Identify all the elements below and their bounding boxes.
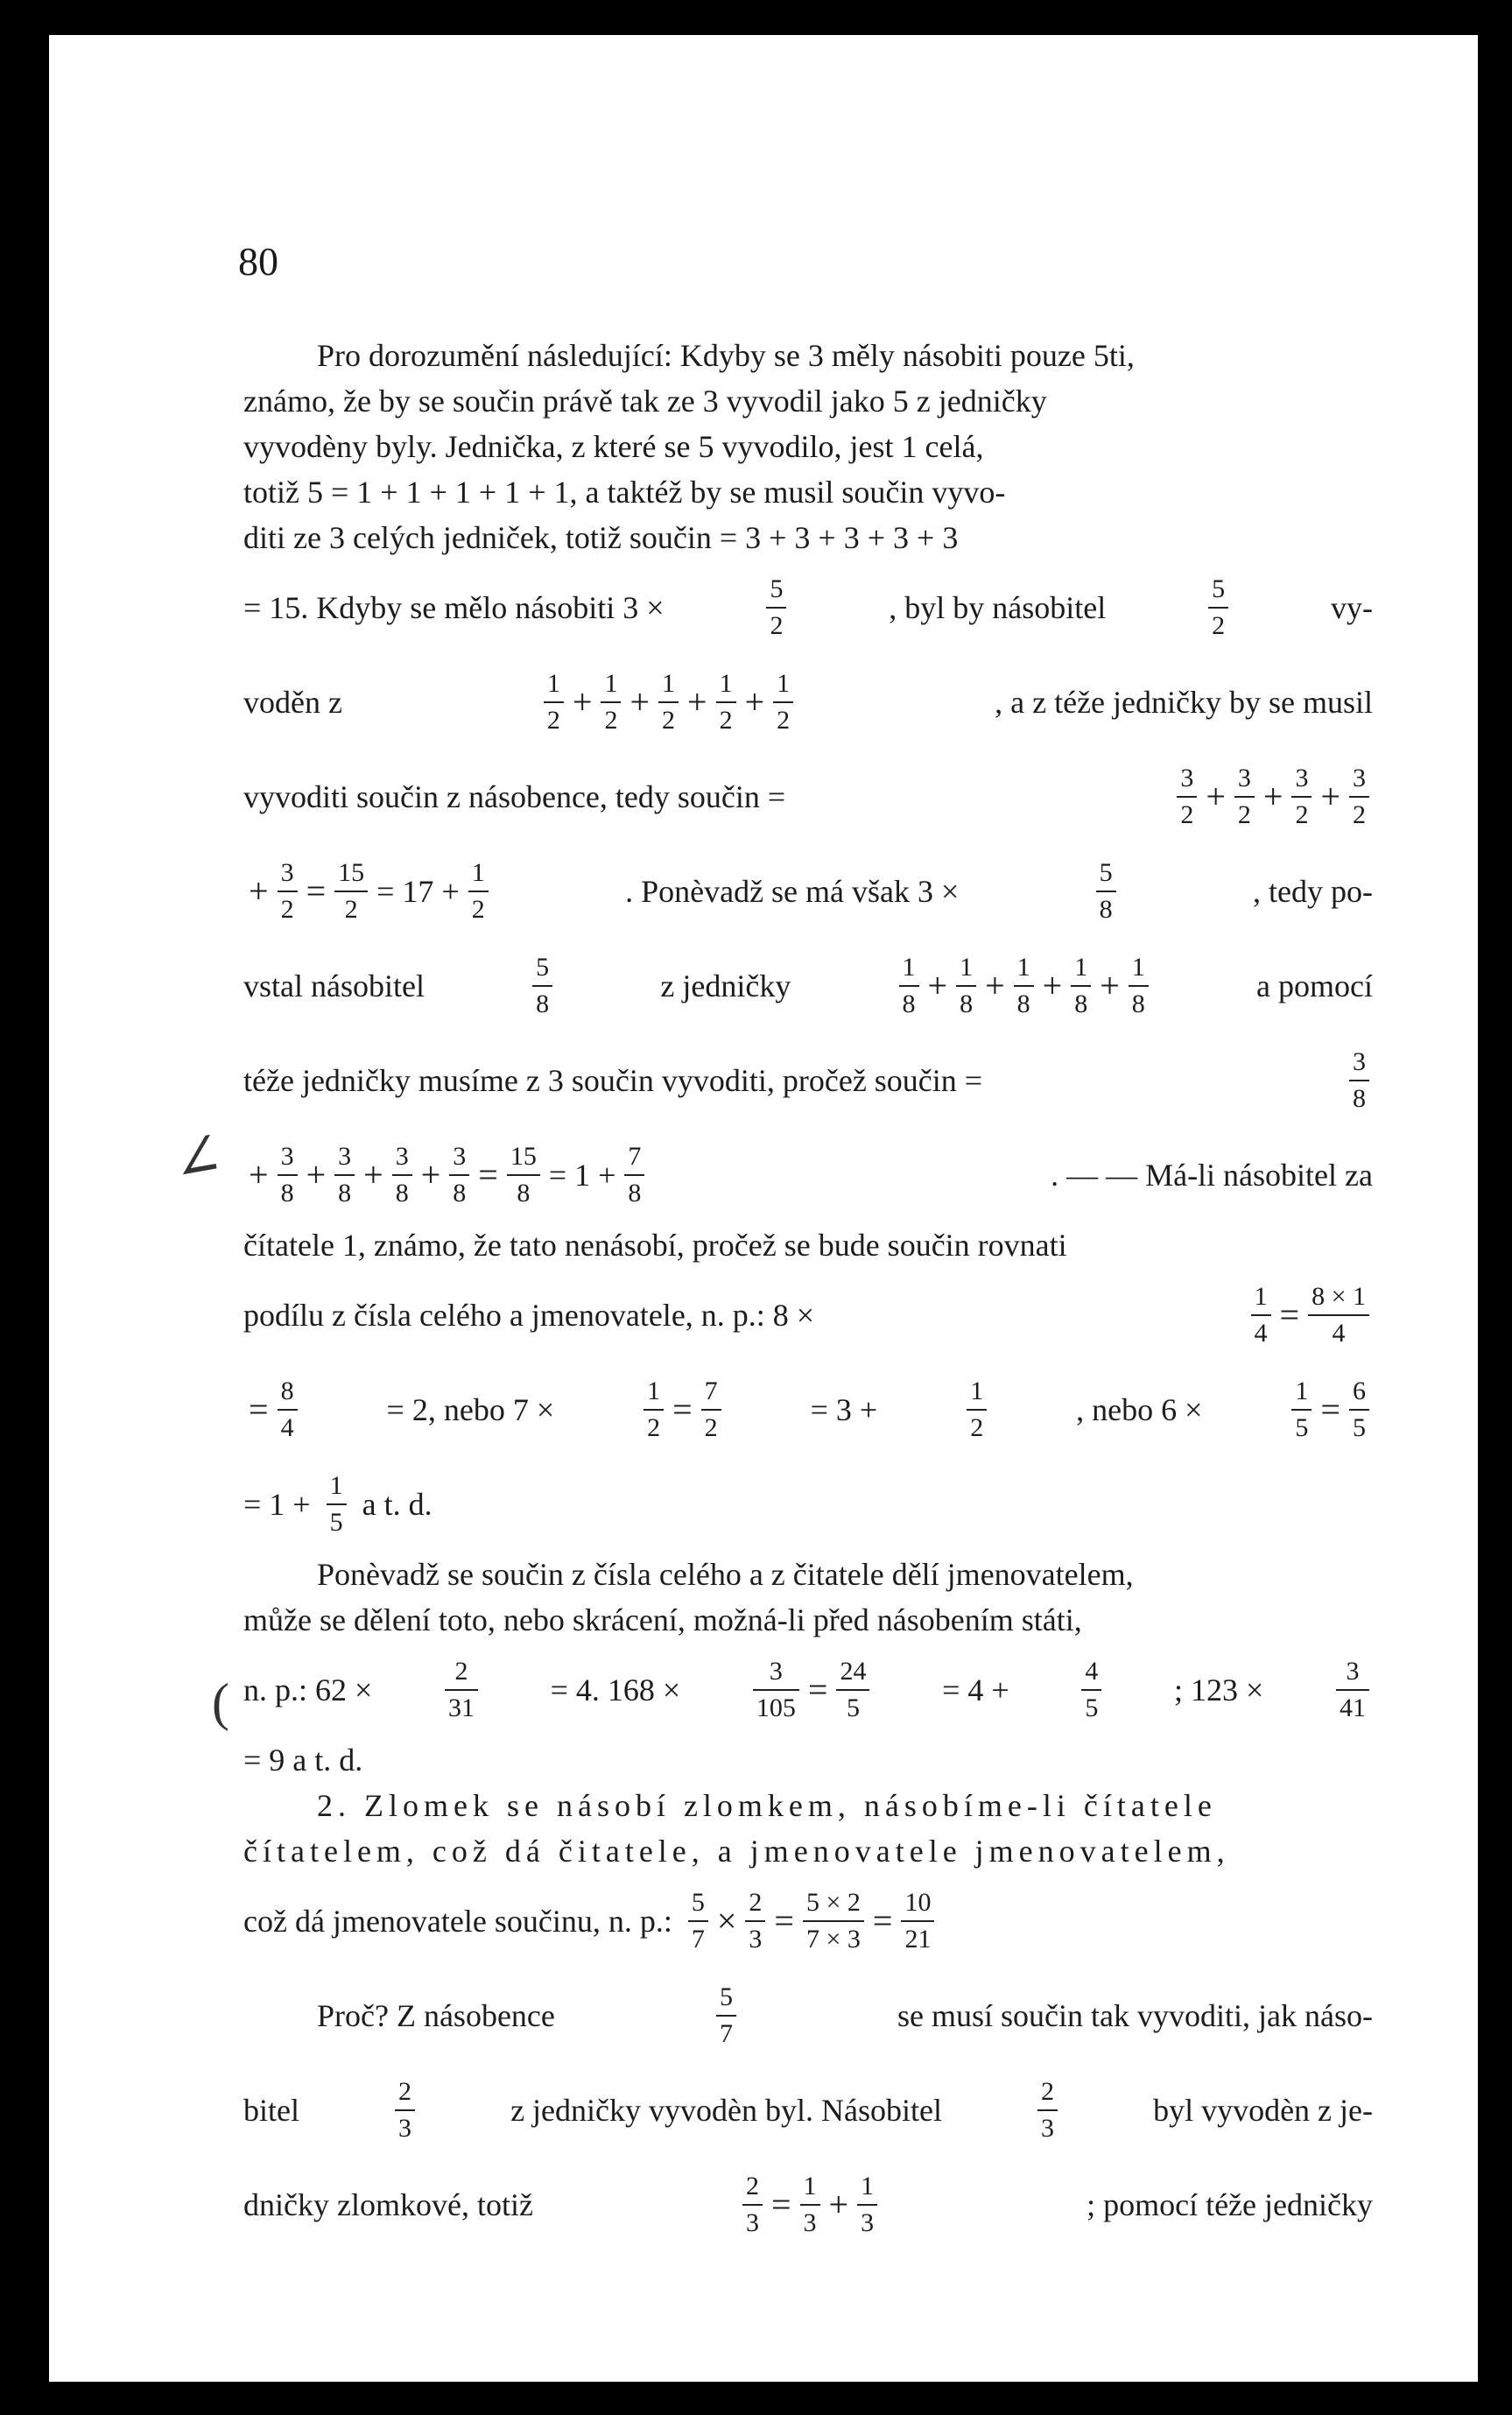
text: = 4 + xyxy=(942,1672,1009,1707)
text: se musí součin tak vyvoditi, jak náso- xyxy=(897,1998,1373,2033)
text: = 1 + xyxy=(243,1487,311,1522)
paragraph-line: diti ze 3 celých jedniček, totiž součin = 3 + 3 + 3 + 3 + 3 xyxy=(243,520,959,555)
paragraph-line: = 9 a t. d. xyxy=(243,1743,363,1778)
equation-line: n. p.: 62 × $\frac{2}{31}$ = 4. 168 × $\frac{3}{105}$ = $\frac{24}{5}$ = 4 + $\frac{4}{5}$ ; 123 × $\frac{3}{41}$ xyxy=(243,1643,1373,1737)
text: Proč? Z násobence xyxy=(317,1998,555,2033)
text: vstal násobitel xyxy=(243,968,425,1003)
equation-line xyxy=(243,1033,1373,1128)
text: , byl by násobitel xyxy=(889,590,1107,625)
paragraph-line: známo, že by se součin právě tak ze 3 vyvodil jako 5 z jedničky xyxy=(243,384,1047,419)
text: vy- xyxy=(1331,590,1373,625)
fraction: $\frac{5}{8}$ xyxy=(532,954,552,1017)
book-page xyxy=(49,35,1478,2382)
equation: + $\frac{3}{8}$ + $\frac{3}{8}$ + $\frac{3}{8}$ + $\frac{3}{8}$ = $\frac{15}{8}$ = 1 + $\frac{7}{8}$ xyxy=(243,1144,648,1207)
equation: $\frac{2}{3}$ = $\frac{1}{3}$ + $\frac{1}{3}$ xyxy=(739,2173,881,2236)
text: což dá jmenovatele součinu, n. p.: xyxy=(243,1904,672,1939)
fraction: $\frac{1}{5}$ xyxy=(327,1473,347,1536)
text: = 3 + xyxy=(810,1392,878,1427)
equation: + $\frac{3}{2}$ = $\frac{15}{2}$ = 17 + $\frac{1}{2}$ xyxy=(243,860,492,923)
equation-line: bitel $\frac{2}{3}$ z jedničky vyvodèn byl. Násobitel $\frac{2}{3}$ byl vyvodèn z je- xyxy=(243,2077,1373,2143)
paragraph-line: může se dělení toto, nebo skrácení, možná-li před násobením státi, xyxy=(243,1602,1082,1637)
fraction: $\frac{5}{8}$ xyxy=(1096,860,1116,923)
equation-line xyxy=(243,1128,1373,1222)
equation-line xyxy=(243,1874,1373,1968)
fraction-sum: $\frac{1}{2}$ + $\frac{1}{2}$ + $\frac{1}{2}$ + $\frac{1}{2}$ + $\frac{1}{2}$ xyxy=(540,671,797,734)
margin-pencil-mark: ∠ xyxy=(165,1120,229,1196)
fraction-sum: $\frac{1}{8}$ + $\frac{1}{8}$ + $\frac{1}{8}$ + $\frac{1}{8}$ + $\frac{1}{8}$ xyxy=(896,954,1152,1017)
paragraph-line: totiž 5 = 1 + 1 + 1 + 1 + 1, a taktéž by se musil součin vyvo- xyxy=(243,475,1006,510)
paragraph-line: vyvodèny byly. Jednička, z které se 5 vyvodilo, jest 1 celá, xyxy=(243,429,984,464)
fraction: $\frac{5}{2}$ xyxy=(1208,576,1228,639)
equation-line xyxy=(243,1457,1373,1552)
equation-line xyxy=(243,2158,1373,2252)
text: ; pomocí téže jedničky xyxy=(1087,2187,1373,2222)
paragraph-line: Pro dorozumění následující: Kdyby se 3 měly násobiti pouze 5ti, xyxy=(317,338,1135,373)
text: = 2, nebo 7 × xyxy=(386,1392,555,1427)
text: , nebo 6 × xyxy=(1076,1392,1203,1427)
equation-line: Proč? Z násobence $\frac{5}{7}$ se musí součin tak vyvoditi, jak náso- xyxy=(317,1982,1373,2048)
text: z jedničky xyxy=(660,968,791,1003)
paragraph-line: čítatelem, což dá čitatele, a jmenovatele jmenovatelem, xyxy=(243,1834,1230,1869)
text: , tedy po- xyxy=(1253,874,1373,909)
equation-line xyxy=(243,844,1373,939)
equation-line xyxy=(243,655,1373,750)
text: byl vyvodèn z je- xyxy=(1153,2093,1373,2128)
equation-line xyxy=(243,750,1373,844)
equation-line: = $\frac{8}{4}$ = 2, nebo 7 × $\frac{1}{2}$ = $\frac{7}{2}$ = 3 + $\frac{1}{2}$ , nebo 6 × $\frac{1}{5}$ = $\frac{6}{5}$ xyxy=(243,1362,1373,1457)
paragraph-line: čítatele 1, známo, že tato nenásobí, pročež se bude součin rovnati xyxy=(243,1228,1067,1263)
equation: $\frac{1}{4}$ = $\frac{8 \times 1}{4}$ xyxy=(1248,1284,1373,1347)
text: podílu z čísla celého a jmenovatele, n. p.: 8 × xyxy=(243,1298,815,1333)
margin-bracket-mark: ( xyxy=(212,1673,229,1731)
paragraph-line: Ponèvadž se součin z čísla celého a z čitatele dělí jmenovatelem, xyxy=(317,1557,1134,1592)
fraction: $\frac{3}{8}$ xyxy=(1349,1049,1369,1112)
text: a pomocí xyxy=(1255,968,1373,1003)
page-number: 80 xyxy=(238,239,278,284)
text: , a z téže jedničky by se musil xyxy=(995,685,1373,720)
fraction: $\frac{5}{2}$ xyxy=(766,576,786,639)
text: z jedničky vyvodèn byl. Násobitel xyxy=(510,2093,942,2128)
equation: $\frac{5}{7}$ × $\frac{2}{3}$ = $\frac{5 \times 2}{7 \times 3}$ = $\frac{10}{21}$ xyxy=(685,1890,939,1953)
text: n. p.: 62 × xyxy=(243,1672,373,1707)
equation-line xyxy=(243,939,1373,1033)
text: vyvoditi součin z násobence, tedy součin = xyxy=(243,779,786,814)
text: . Ponèvadž se má však 3 × xyxy=(625,874,960,909)
paragraph-line: 2. Zlomek se násobí zlomkem, násobíme-li čítatele xyxy=(317,1788,1217,1823)
text: = 15. Kdyby se mělo násobiti 3 × xyxy=(243,590,665,625)
equation-line xyxy=(243,560,1373,655)
text: téže jedničky musíme z 3 součin vyvoditi, pročež součin = xyxy=(243,1063,983,1098)
text: bitel xyxy=(243,2093,299,2128)
equation-line xyxy=(243,1268,1373,1362)
text: dničky zlomkové, totiž xyxy=(243,2187,533,2222)
text: = 4. 168 × xyxy=(550,1672,681,1707)
text: a t. d. xyxy=(362,1487,433,1522)
text: voděn z xyxy=(243,685,342,720)
text-column xyxy=(243,333,1373,2252)
text: . — — Má-li násobitel za xyxy=(1051,1158,1373,1193)
fraction-sum: $\frac{3}{2}$ + $\frac{3}{2}$ + $\frac{3}{2}$ + $\frac{3}{2}$ xyxy=(1173,765,1373,828)
text: ; 123 × xyxy=(1174,1672,1264,1707)
